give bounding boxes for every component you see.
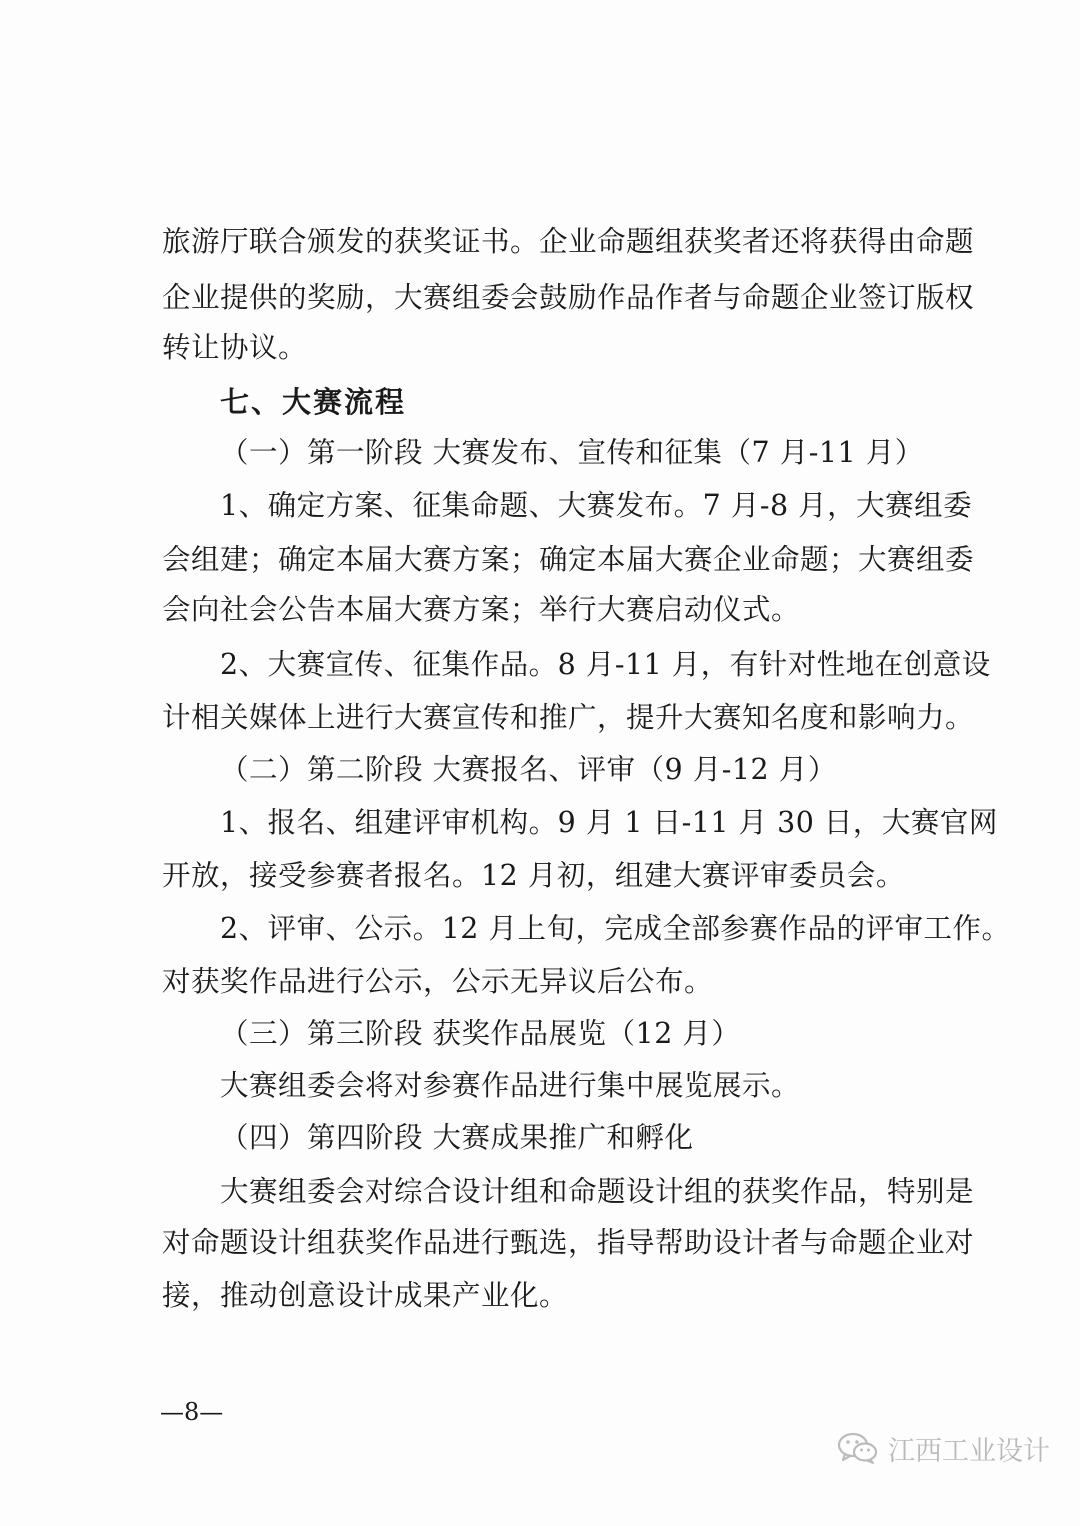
subsection-heading: （一）第一阶段 大赛发布、宣传和征集（7 月-11 月） <box>220 436 924 469</box>
subsection-heading: （三）第三阶段 获奖作品展览（12 月） <box>220 1017 741 1050</box>
paragraph-line: 旅游厅联合颁发的获奖证书。企业命题组获奖者还将获得由命题 <box>162 225 975 258</box>
paragraph-line: 大赛组委会将对参赛作品进行集中展览展示。 <box>220 1069 801 1102</box>
paragraph-line: 转让协议。 <box>162 331 308 364</box>
page-number: —8— <box>160 1398 224 1426</box>
subsection-heading: （四）第四阶段 大赛成果推广和孵化 <box>220 1121 694 1154</box>
paragraph-line: 开放，接受参赛者报名。12 月初，组建大赛评审委员会。 <box>162 859 905 892</box>
paragraph-line: 接，推动创意设计成果产业化。 <box>162 1279 569 1312</box>
wechat-icon <box>836 1431 880 1465</box>
watermark <box>836 1428 1050 1468</box>
section-heading: 七、大赛流程 <box>220 385 407 419</box>
paragraph-line: 对命题设计组获奖作品进行甄选，指导帮助设计者与命题企业对 <box>162 1226 975 1259</box>
paragraph-line: 计相关媒体上进行大赛宣传和推广，提升大赛知名度和影响力。 <box>162 701 975 734</box>
paragraph-line: 1、确定方案、征集命题、大赛发布。7 月-8 月，大赛组委 <box>220 489 973 522</box>
subsection-heading: （二）第二阶段 大赛报名、评审（9 月-12 月） <box>220 753 837 786</box>
paragraph-line: 会向社会公告本届大赛方案；举行大赛启动仪式。 <box>162 593 801 626</box>
paragraph-line: 企业提供的奖励，大赛组委会鼓励作品作者与命题企业签订版权 <box>162 281 975 314</box>
paragraph-line: 2、评审、公示。12 月上旬，完成全部参赛作品的评审工作。 <box>220 912 1011 945</box>
paragraph-line: 大赛组委会对综合设计组和命题设计组的获奖作品，特别是 <box>220 1175 975 1208</box>
watermark-text: 江西工业设计 <box>888 1435 1050 1467</box>
paragraph-line: 对获奖作品进行公示，公示无异议后公布。 <box>162 965 714 998</box>
paragraph-line: 会组建；确定本届大赛方案；确定本届大赛企业命题；大赛组委 <box>162 543 975 576</box>
paragraph-line: 1、报名、组建评审机构。9 月 1 日-11 月 30 日，大赛官网 <box>220 806 998 839</box>
paragraph-line: 2、大赛宣传、征集作品。8 月-11 月，有针对性地在创意设 <box>220 648 991 681</box>
